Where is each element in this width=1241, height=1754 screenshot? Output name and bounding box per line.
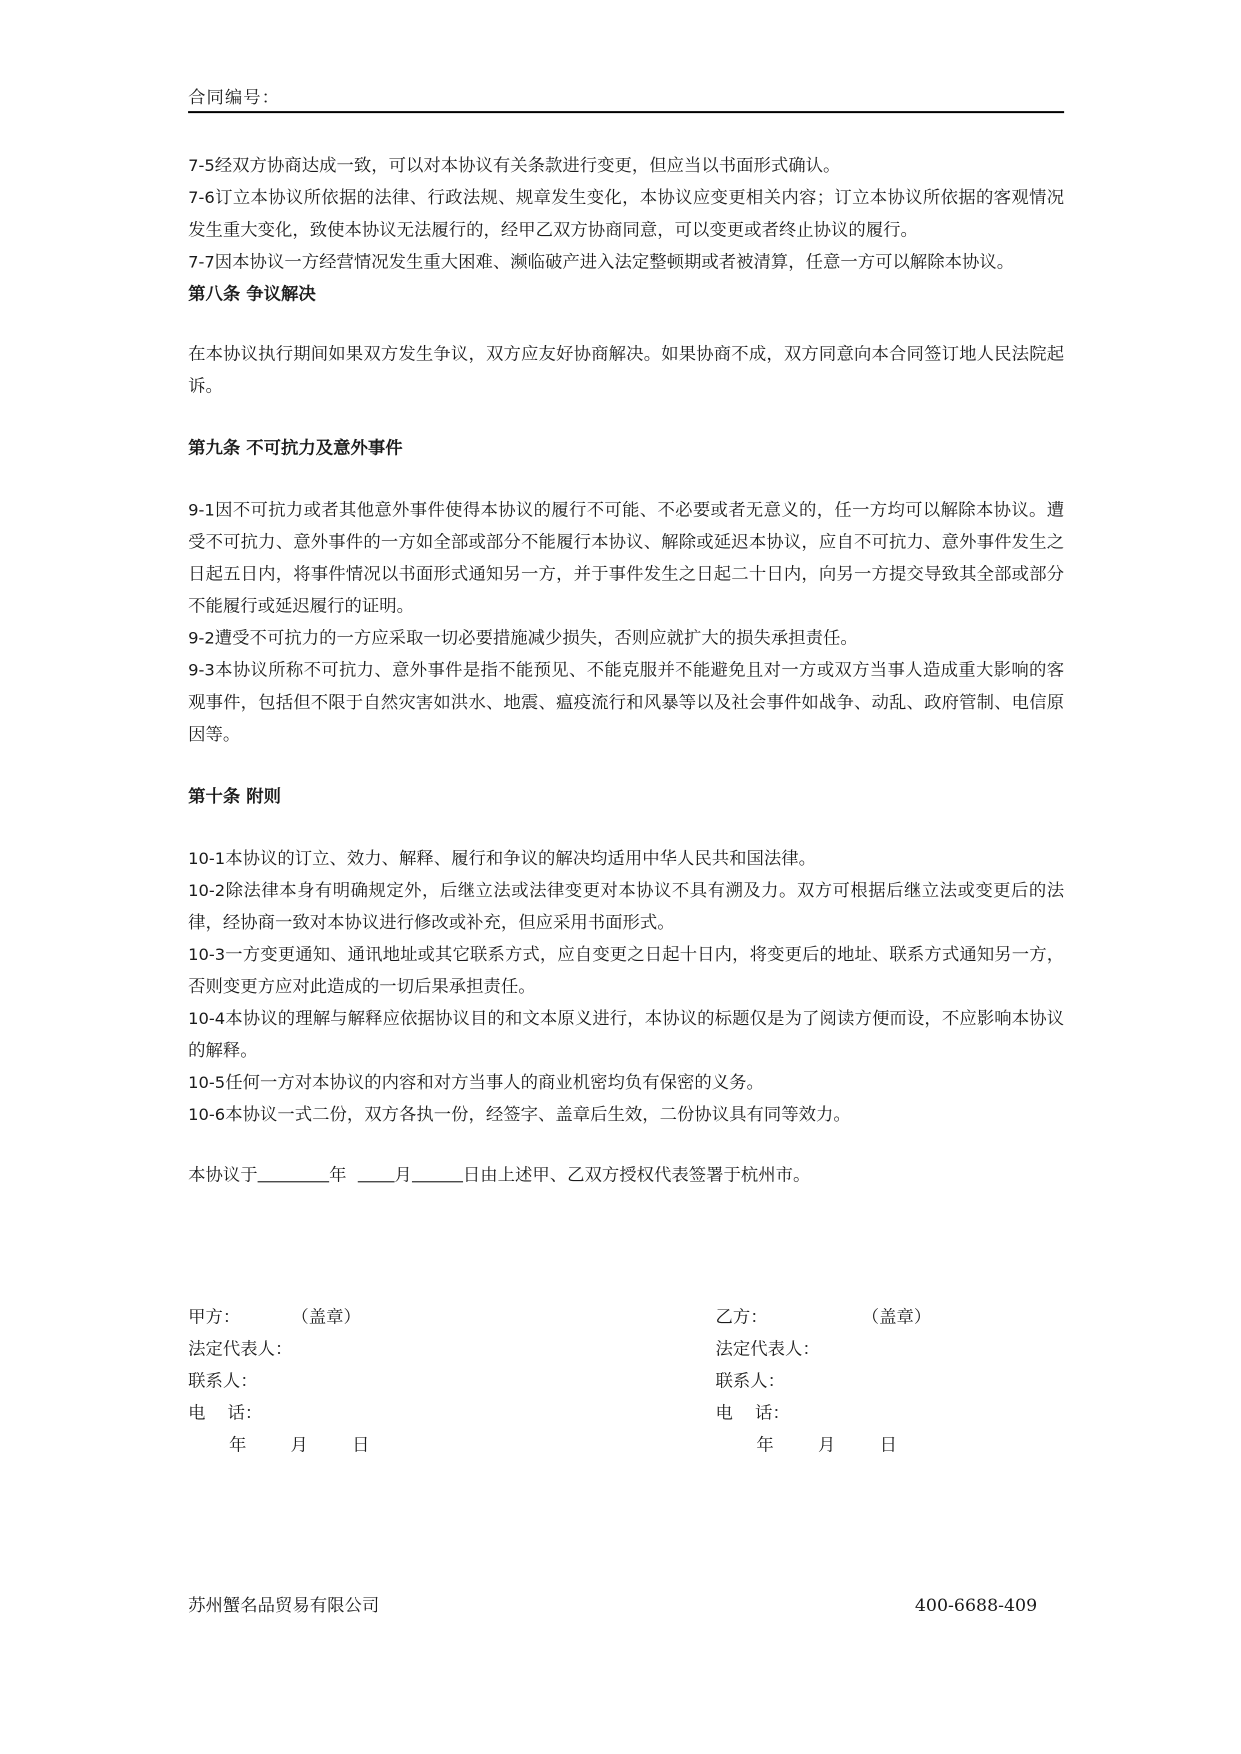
clause-number: 9-1 — [188, 500, 215, 520]
year-blank[interactable] — [258, 1163, 330, 1182]
clause-10-1 — [188, 843, 1064, 875]
clause-9-3 — [188, 655, 1064, 751]
clause-number: 10-4 — [188, 1009, 226, 1029]
clause-10-5 — [188, 1067, 1064, 1099]
party-a-rep: 法定代表人： — [188, 1339, 293, 1360]
party-a-date: 年 月 日 — [228, 1435, 370, 1456]
clause-10-3 — [188, 939, 1064, 1003]
clause-text: 本协议的理解与解释应依据协议目的和文本原义进行，本协议的标题仅是为了阅读方便而设，不应影响本协议的解释。 — [188, 1009, 1065, 1062]
clause-number: 10-5 — [188, 1073, 226, 1093]
clause-10-4 — [188, 1003, 1064, 1067]
clause-text: 因本协议一方经营情况发生重大困难、濒临破产进入法定整顿期或者被清算，任意一方可以解除本协议。 — [214, 252, 1015, 273]
signing-month: 月 — [394, 1165, 412, 1186]
party-a-phone: 电 话： — [188, 1403, 263, 1424]
clause-9-2 — [188, 623, 1064, 655]
clause-number: 7-5 — [188, 156, 215, 176]
party-b-stamp: （盖章） — [861, 1307, 932, 1328]
signing-suffix: 日由上述甲、乙双方授权代表签署于杭州市。 — [462, 1165, 811, 1186]
party-a-contact: 联系人： — [188, 1371, 258, 1392]
clause-text: 本协议所称不可抗力、意外事件是指不能预见、不能克服并不能避免且对一方或双方当事人造成重大影响的客观事件，包括但不限于自然灾害如洪水、地震、瘟疫流行和风暴等以及社会事件如战争、动乱、政府管制、电信原因等。 — [188, 660, 1065, 745]
article-9-title: 第九条 不可抗力及意外事件 — [188, 438, 403, 459]
contract-number-label: 合同编号： — [188, 88, 281, 109]
clause-text: 遭受不可抗力的一方应采取一切必要措施减少损失，否则应就扩大的损失承担责任。 — [214, 628, 858, 649]
party-b-rep: 法定代表人： — [715, 1339, 820, 1360]
clause-7-6 — [188, 182, 1064, 246]
party-a-label: 甲方： — [188, 1307, 241, 1328]
party-a-block — [188, 1301, 369, 1461]
footer-company: 苏州蟹名品贸易有限公司 — [188, 1595, 380, 1616]
article-8-title: 第八条 争议解决 — [188, 284, 316, 305]
party-b-date: 年 月 日 — [756, 1435, 897, 1456]
party-b-block — [716, 1301, 932, 1461]
article-8-text: 在本协议执行期间如果双方发生争议，双方应友好协商解决。如果协商不成，双方同意向本合同签订地人民法院起诉。 — [188, 344, 1065, 397]
clause-text: 本协议一式二份，双方各执一份，经签字、盖章后生效，二份协议具有同等效力。 — [225, 1105, 851, 1126]
clause-text: 任何一方对本协议的内容和对方当事人的商业机密均负有保密的义务。 — [225, 1073, 764, 1094]
day-blank[interactable] — [412, 1163, 463, 1182]
signing-prefix: 本协议于 — [188, 1165, 258, 1186]
clause-text: 一方变更通知、通讯地址或其它联系方式，应自变更之日起十日内，将变更后的地址、联系方式通知另一方，否则变更方应对此造成的一切后果承担责任。 — [188, 945, 1065, 998]
clause-number: 7-7 — [188, 252, 215, 272]
clause-number: 10-2 — [188, 880, 226, 900]
clause-text: 本协议的订立、效力、解释、履行和争议的解决均适用中华人民共和国法律。 — [225, 848, 817, 869]
clause-text: 订立本协议所依据的法律、行政法规、规章发生变化，本协议应变更相关内容；订立本协议所依据的客观情况发生重大变化，致使本协议无法履行的，经甲乙双方协商同意，可以变更或者终止协议的履行。 — [188, 188, 1065, 241]
clause-number: 10-6 — [188, 1105, 226, 1125]
clause-7-5 — [188, 150, 1064, 182]
clause-10-6 — [188, 1099, 1064, 1131]
party-b-label: 乙方： — [715, 1307, 768, 1328]
month-blank[interactable] — [358, 1163, 395, 1182]
party-a-stamp: （盖章） — [291, 1307, 361, 1328]
footer-phone: 400-6688-409 — [914, 1595, 1038, 1616]
clause-7-7 — [188, 246, 1064, 278]
header-divider — [188, 111, 1064, 113]
clause-number: 9-3 — [188, 660, 215, 680]
clause-number: 10-1 — [188, 848, 226, 868]
signing-statement — [188, 1159, 1064, 1191]
party-b-phone: 电 话： — [715, 1403, 790, 1424]
party-b-contact: 联系人： — [715, 1371, 786, 1392]
clause-10-2 — [188, 875, 1064, 939]
clause-number: 7-6 — [188, 188, 215, 208]
clause-number: 10-3 — [188, 945, 226, 965]
clause-number: 9-2 — [188, 628, 215, 648]
signing-year: 年 — [329, 1165, 347, 1186]
article-10-title: 第十条 附则 — [188, 786, 282, 807]
clause-text: 除法律本身有明确规定外，后继立法或法律变更对本协议不具有溯及力。双方可根据后继立法或变更后的法律，经协商一致对本协议进行修改或补充，但应采用书面形式。 — [188, 880, 1065, 934]
clause-text: 因不可抗力或者其他意外事件使得本协议的履行不可能、不必要或者无意义的，任一方均可以解除本协议。遭受不可抗力、意外事件的一方如全部或部分不能履行本协议、解除或延迟本协议，应自不可抗力、意外事件发生之日起五日内，将事件情况以书面形式通知另一方，并于事件发生之日起二十日内，向另一方提交导致其全部或部分不能履行或延迟履行的证明。 — [188, 500, 1065, 617]
clause-text: 经双方协商达成一致，可以对本协议有关条款进行变更，但应当以书面形式确认。 — [214, 156, 841, 177]
clause-9-1 — [188, 495, 1064, 623]
contract-body — [188, 150, 1064, 1191]
